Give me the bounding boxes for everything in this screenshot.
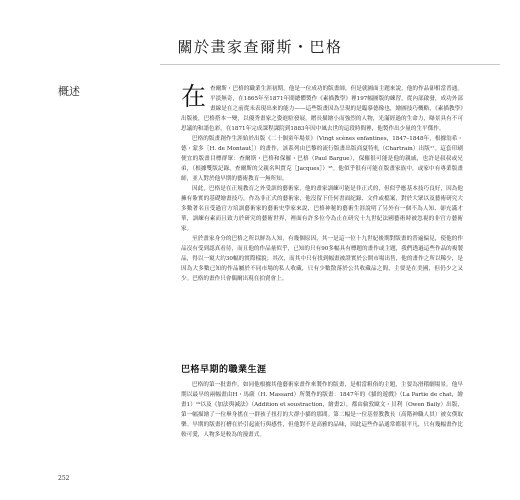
early-career-body (181, 380, 463, 440)
page-number: 252 (58, 475, 70, 482)
section-heading-early-career: 巴格早期的職業生涯 (181, 365, 267, 375)
overview-body (181, 84, 463, 284)
overview-paragraph-4: 至於畫家身分的巴格之所以鮮為人知，有幾個原因，其一是這一位十九世紀後期對版畫的普遍偏見，使他的作品沒有受到認真看待，而且他的作品量似乎，已知的只有90多幅具有標題的畫作或主題，我們透過這些作品的複製品，得以一窺大約30幅的實際樣貌；其次，而其中只有找到幅畫被證實於公開市場出售，他的畫作之所以稀少，是因為大多數已知的作品屬於不同市場的私人收藏，只有少數散落於公共收藏品之間，主要是在美國，但仍少之又少。巴格的畫作只會偶爾出現在拍賣會上。 (181, 236, 463, 282)
title-divider (160, 64, 500, 65)
overview-paragraph-1 (181, 84, 463, 134)
overview-paragraph-2: 巴格的版畫創作生涯始於出版《二十個童年場景》（Vingt scènes enfantines，1847–1848年，根據翁希・德・蒙多［H. de Montaut］）的畫作，該系列由巴黎的流行版畫出版商夏特札（Chartrain）出版¹⁷。這套印刷便宜的版畫目標群眾：查爾斯・巴格和保羅・巴格（Paul Bargue），保羅很可能是他的親戚，也許是叔叔或兄弟，（根據雙版記錄，查爾斯的父親名叫賈克［Jacques］）¹⁸。他似乎很有可能在版畫家族中，或家中有專業版畫師，並人對於他早期的藝術教育一無所知。 (181, 136, 463, 182)
drop-cap: 在 (181, 82, 207, 111)
overview-paragraph-1-text: 查爾斯・巴格的職業生涯初期，他是一位成功的版畫師，但是就圖面主題來說，他的作品卻相當普通。平淡無奇，在1865年至1871年間總體製作《素描教學》裡197幅圖版的練習，從內部啟發，成功外部畫線是在之前從未表現出來的能力——這些版畫因為呈現的是臨摹德像也，繪圖技巧概略，《素描教學》出版後，巴格搭本一變，以優秀畫家之姿進駐發展，贈長描繪小而強烈的人物，光滿經過的生命力，曝景具有不可思議的和諧色彩，在1871年完成課程課院到1883年因中風去世的這段時間裡，他製作出少量的生平傑作。 (181, 86, 463, 132)
section-heading-overview: 概述 (58, 85, 80, 98)
early-career-paragraph-1: 巴格的第一批畫作，如同他根據其他藝術家畫作來製作的版畫，是相當粗俗的主題，主要為滑稽劇場景。他早期以最早的兩幅畫由H・馬薩（H. Massard）所製作的版畫：1847年的《貓的遊戲》（La Partie de chat，繪畫1）¹⁹以及《加法與減法》（Addition et soustraction，繪畫2），都由倫敦歐文・貝利（Owen Baily）出版，第一幅描繪了一位畢身搖在一群孩子扭打的大群小貓的那間。第二幅是一位基督教教長（高階神職人員）被女僕取樂。早期的版畫打槽在於引起流行與感性，但他對不是高雅的品味，因此這些作品通常都很平凡，只有幾幅畫作比較可愛，人物多是較為的漫畫式。 (181, 382, 463, 438)
overview-paragraph-3: 因此，巴格是在正規教育之外受訓的藝術家，他的畫家訓練可能是非正式的，但似乎應基本技巧良好，因為他擁有紮實的基礎繪畫技巧，作為非正式的藝術家，他沒留下任何書面紀錄、文件或檔案，對於大眾以及藝術研究大多數著名且受過官方培訓藝術家的藝術史學家來說，巴格神秘的藝術生涯說明了另外有一個不為人知、卻充滿才華，訓練有素而且致力於研究的藝術世界，裡面有許多位今為止在研究十九世紀法國藝術時被忽視的非官方藝術家。 (181, 186, 463, 232)
page-title: 關於畫家查爾斯・巴格 (177, 38, 343, 56)
